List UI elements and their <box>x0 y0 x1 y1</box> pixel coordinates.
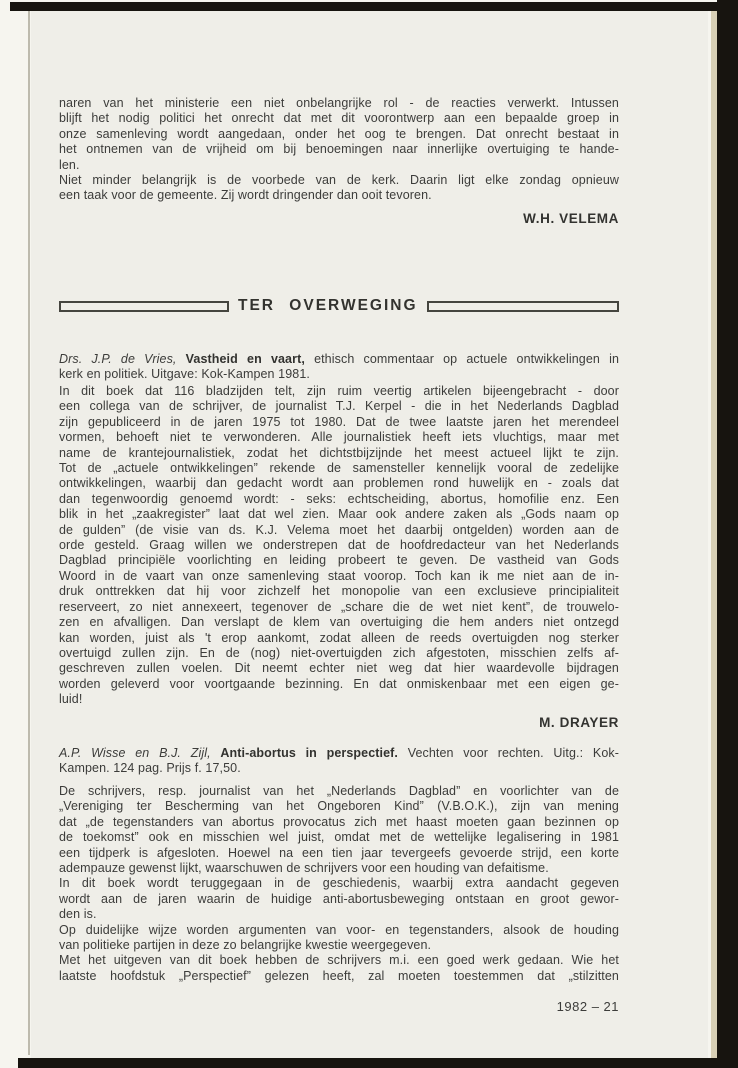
scan-border-right <box>717 0 738 1068</box>
text-line: reserveert, zo niet annexeert, tegenover de „schare die de wet niet kent”, de trouwelo- <box>59 599 619 614</box>
signature-drayer: M. DRAYER <box>539 715 619 730</box>
text-line: orde gesteld. Graag willen we onderstrepen dat de hoofdredacteur van het Nederlands <box>59 538 619 553</box>
text-line: de gulden” (de visie van ds. K.J. Velema moet het daarbij ontgelden) worden aan de <box>59 522 619 537</box>
text-line: In dit boek dat 116 bladzijden telt, zijn ruim veertig artikelen bijeengebracht - door <box>59 384 619 398</box>
article-body-velema <box>59 96 619 204</box>
text-line: Kampen. 124 pag. Prijs f. 17,50. <box>59 761 241 776</box>
text-line: len. <box>59 157 80 172</box>
section-header-title: TER OVERWEGING <box>238 297 418 315</box>
section-header <box>59 298 619 314</box>
text-line: blijft het nodig politici het onrecht dat met dit voorontwerp aan een bepaalde groep in <box>59 111 619 126</box>
scan-border-bottom <box>18 1058 738 1068</box>
signature-velema: W.H. VELEMA <box>523 211 619 226</box>
text-line: kerk en politiek. Uitgave: Kok-Kampen 1981. <box>59 367 310 382</box>
text-line: Woord in de vaart van onze samenleving staat voorop. Toch kan ik me niet aan de in- <box>59 568 619 583</box>
text-line: Niet minder belangrijk is de voorbede van de kerk. Daarin ligt elke zondag opnieuw <box>59 173 619 188</box>
text-line: van politieke partijen in deze zo belangrijke kwestie weergegeven. <box>59 938 432 953</box>
text-line: worden geleverd voor voortgaande bezinning. En dat onmiskenbaar met een eigen ge- <box>59 676 619 691</box>
text-line: geschreven zullen voelen. Dit neemt echter niet weg dat hier waardevolle bijdragen <box>59 661 619 676</box>
text-line: laatste hoofdstuk „Perspectief” gelezen heeft, zal moeten toestemmen dat „stilzitten <box>59 968 619 983</box>
text-line: de toekomst” ook en misschien wel juist, omdat met de wettelijke legalisering in 1981 <box>59 830 619 845</box>
text-line: blik in het „zaakregister” laat dat wel zien. Maar ook andere zaken als „Gods naam op <box>59 507 619 522</box>
text-line: zijn gepubliceerd in de jaren 1975 tot 1980. Dat de twee laatste jaren het merendeel <box>59 414 619 429</box>
review-2-heading <box>59 746 619 777</box>
text-line: luid! <box>59 692 83 707</box>
text-line: Met het uitgeven van dit boek hebben de schrijvers m.i. een goed werk gedaan. Wie het <box>59 953 619 968</box>
review-2-body <box>59 784 619 984</box>
text-line: Drs. J.P. de Vries, Vastheid en vaart, ethisch commentaar op actuele ontwikkelingen in <box>59 352 620 366</box>
text-line: name de krantejournalistiek, zodat het dichtstbijzijnde het meest actueel lijkt te zijn. <box>59 445 619 460</box>
text-line: vormen, behoeft niet te verwonderen. Alle journalistiek heeft iets vluchtigs, maar met <box>59 430 619 445</box>
text-line: Op duidelijke wijze worden argumenten van voor- en tegenstanders, alsook de houding <box>59 922 619 937</box>
review-1-heading <box>59 352 619 383</box>
text-line: Dagblad principiële voorlichting en leiding probeert te geven. De vastheid van Gods <box>59 553 619 568</box>
text-line: „Vereniging ter Bescherming van het Ongeboren Kind” (V.B.O.K.), zijn van mening <box>59 799 619 814</box>
text-line: een collega van de schrijver, de journalist T.J. Kerpel - die in het Nederlands Dagblad <box>59 399 619 414</box>
text-line: overtuigd zullen zijn. En de (nog) niet-overtuigden zich afgestoten, misschien zelfs af- <box>59 645 619 660</box>
text-line: De schrijvers, resp. journalist van het „Nederlands Dagblad” en voorlichter van de <box>59 784 619 798</box>
header-rule-left <box>59 301 229 312</box>
header-rule-right <box>427 301 619 312</box>
text-line: naren van het ministerie een niet onbelangrijke rol - de reacties verwerkt. Intussen <box>59 96 619 110</box>
text-line: ontwikkelingen, waarbij dan gedacht wordt aan problemen rond huwelijk en - zoals dat <box>59 476 619 491</box>
text-line: adempauze gewenst lijkt, waarschuwen de schrijvers voor een houding van defaitisme. <box>59 861 549 876</box>
text-line: kan worden, juist als 't erop aankomt, zodat alleen de reeds overtuigden nog sterker <box>59 630 619 645</box>
text-line: onze samenleving wordt aangedaan, onder het oog te brengen. Dat onrecht bestaat in <box>59 126 619 141</box>
text-line: zen en afvalligen. Dan verslapt de klem van overtuiging die hem anders niet ontzegd <box>59 615 619 630</box>
text-line: den is. <box>59 907 97 922</box>
text-line: In dit boek wordt teruggegaan in de geschiedenis, waarbij extra aandacht gegeven <box>59 876 619 891</box>
text-line: Tot de „actuele ontwikkelingen” rekende de samensteller kennelijk vooral de zedelijke <box>59 461 619 476</box>
text-line: wordt aan de jaren waarin de huidige anti-abortusbeweging ontstaan en groot gewor- <box>59 891 619 906</box>
page-fold-line <box>28 11 30 1055</box>
text-line: dan tegenwoordig genoemd wordt: - seks: echtscheiding, abortus, homofilie enz. Een <box>59 491 619 506</box>
scan-border-top <box>10 2 738 11</box>
text-line: A.P. Wisse en B.J. Zijl, Anti-abortus in perspectief. Vechten voor rechten. Uitg.: Kok- <box>59 746 619 760</box>
text-line: dat „de tegenstanders van abortus provocatus zich met haast moeten gaan bezinnen op <box>59 814 619 829</box>
text-line: druk onttrekken dat hij voor zichzelf het monopolie van een exclusieve principialiteit <box>59 584 619 599</box>
review-1-body <box>59 384 619 708</box>
text-line: een tijdperk is afgesloten. Hoewel na een tien jaar tevergeefs gevoerde strijd, een korte <box>59 845 619 860</box>
text-line: het ontnemen van de vrijheid om bij benoemingen naar innerlijke overtuiging te hande- <box>59 142 619 157</box>
page-number: 1982 – 21 <box>556 999 619 1014</box>
text-line: een taak voor de gemeente. Zij wordt dringender dan ooit tevoren. <box>59 188 432 203</box>
